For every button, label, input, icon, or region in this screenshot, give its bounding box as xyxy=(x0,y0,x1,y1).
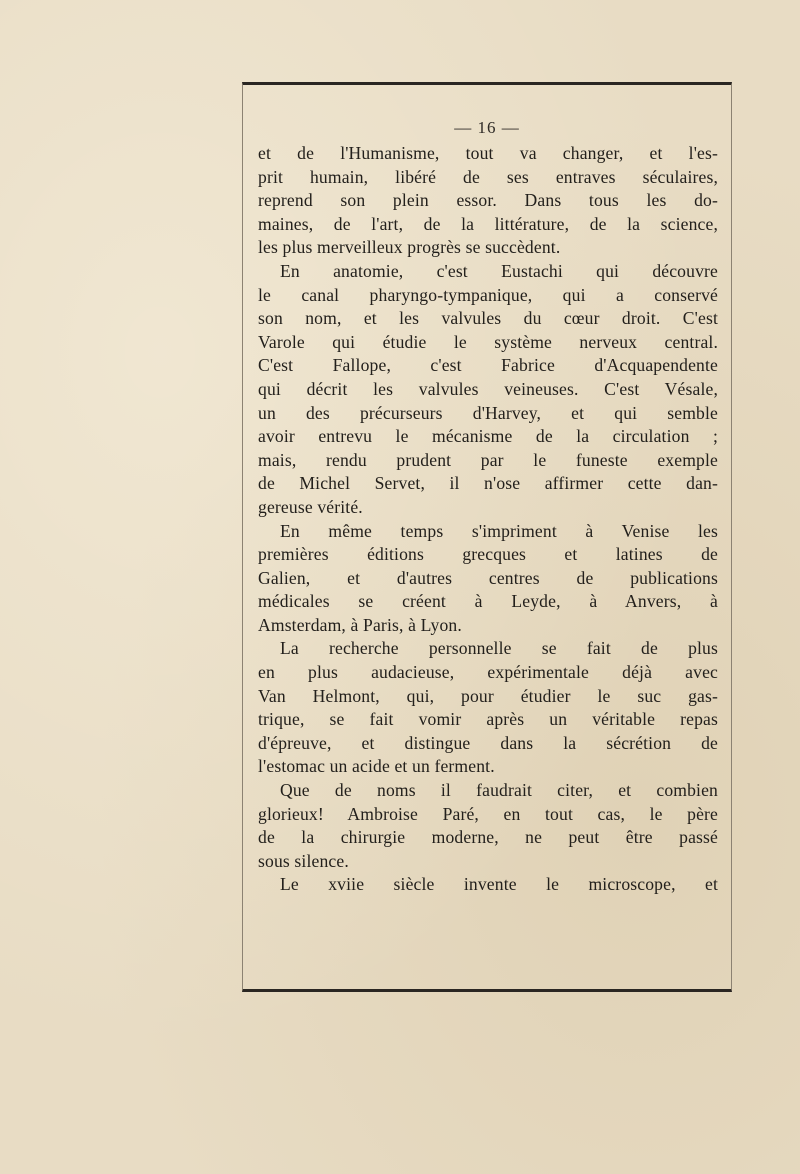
text-line: médicales se créent à Leyde, à Anvers, à xyxy=(258,591,718,612)
text-line: Le xviie siècle invente le microscope, et xyxy=(280,874,718,895)
text-line: l'estomac un acide et un ferment. xyxy=(258,756,495,777)
text-line: sous silence. xyxy=(258,850,349,871)
text-line: son nom, et les valvules du cœur droit. C'est xyxy=(258,308,718,329)
text-line: les plus merveilleux progrès se succèdent. xyxy=(258,237,561,258)
text-line: Van Helmont, qui, pour étudier le suc gas- xyxy=(258,685,718,706)
text-line: le canal pharyngo-tympanique, qui a conservé xyxy=(258,284,718,305)
text-line: de la chirurgie moderne, ne peut être passé xyxy=(258,827,718,848)
text-line: gereuse vérité. xyxy=(258,496,363,517)
text-line: trique, se fait vomir après un véritable repas xyxy=(258,709,718,730)
text-line: prit humain, libéré de ses entraves séculaires, xyxy=(258,166,718,187)
body-text xyxy=(258,142,718,897)
text-line: qui décrit les valvules veineuses. C'est Vésale, xyxy=(258,378,718,399)
text-line: Que de noms il faudrait citer, et combien xyxy=(280,780,718,801)
text-line: et de l'Humanisme, tout va changer, et l'es- xyxy=(258,143,718,163)
text-line: avoir entrevu le mécanisme de la circulation ; xyxy=(258,426,718,447)
text-line: de Michel Servet, il n'ose affirmer cette dan- xyxy=(258,473,718,494)
text-line: En anatomie, c'est Eustachi qui découvre xyxy=(280,260,718,281)
text-line: glorieux! Ambroise Paré, en tout cas, le père xyxy=(258,803,718,824)
text-line: Varole qui étudie le système nerveux central. xyxy=(258,331,718,352)
text-line: En même temps s'impriment à Venise les xyxy=(280,520,718,541)
text-line: C'est Fallope, c'est Fabrice d'Acquapendente xyxy=(258,355,718,376)
text-line: Galien, et d'autres centres de publications xyxy=(258,567,718,588)
text-line: La recherche personnelle se fait de plus xyxy=(280,638,718,659)
text-line: un des précurseurs d'Harvey, et qui semble xyxy=(258,402,718,423)
text-line: premières éditions grecques et latines de xyxy=(258,544,718,565)
text-line: reprend son plein essor. Dans tous les do- xyxy=(258,190,718,211)
text-line: Amsterdam, à Paris, à Lyon. xyxy=(258,614,462,635)
text-line: en plus audacieuse, expérimentale déjà avec xyxy=(258,662,718,683)
text-line: mais, rendu prudent par le funeste exemple xyxy=(258,449,718,470)
text-line: maines, de l'art, de la littérature, de la science, xyxy=(258,213,718,234)
text-line: d'épreuve, et distingue dans la sécrétion de xyxy=(258,732,718,753)
page-number: — 16 — xyxy=(454,118,520,137)
